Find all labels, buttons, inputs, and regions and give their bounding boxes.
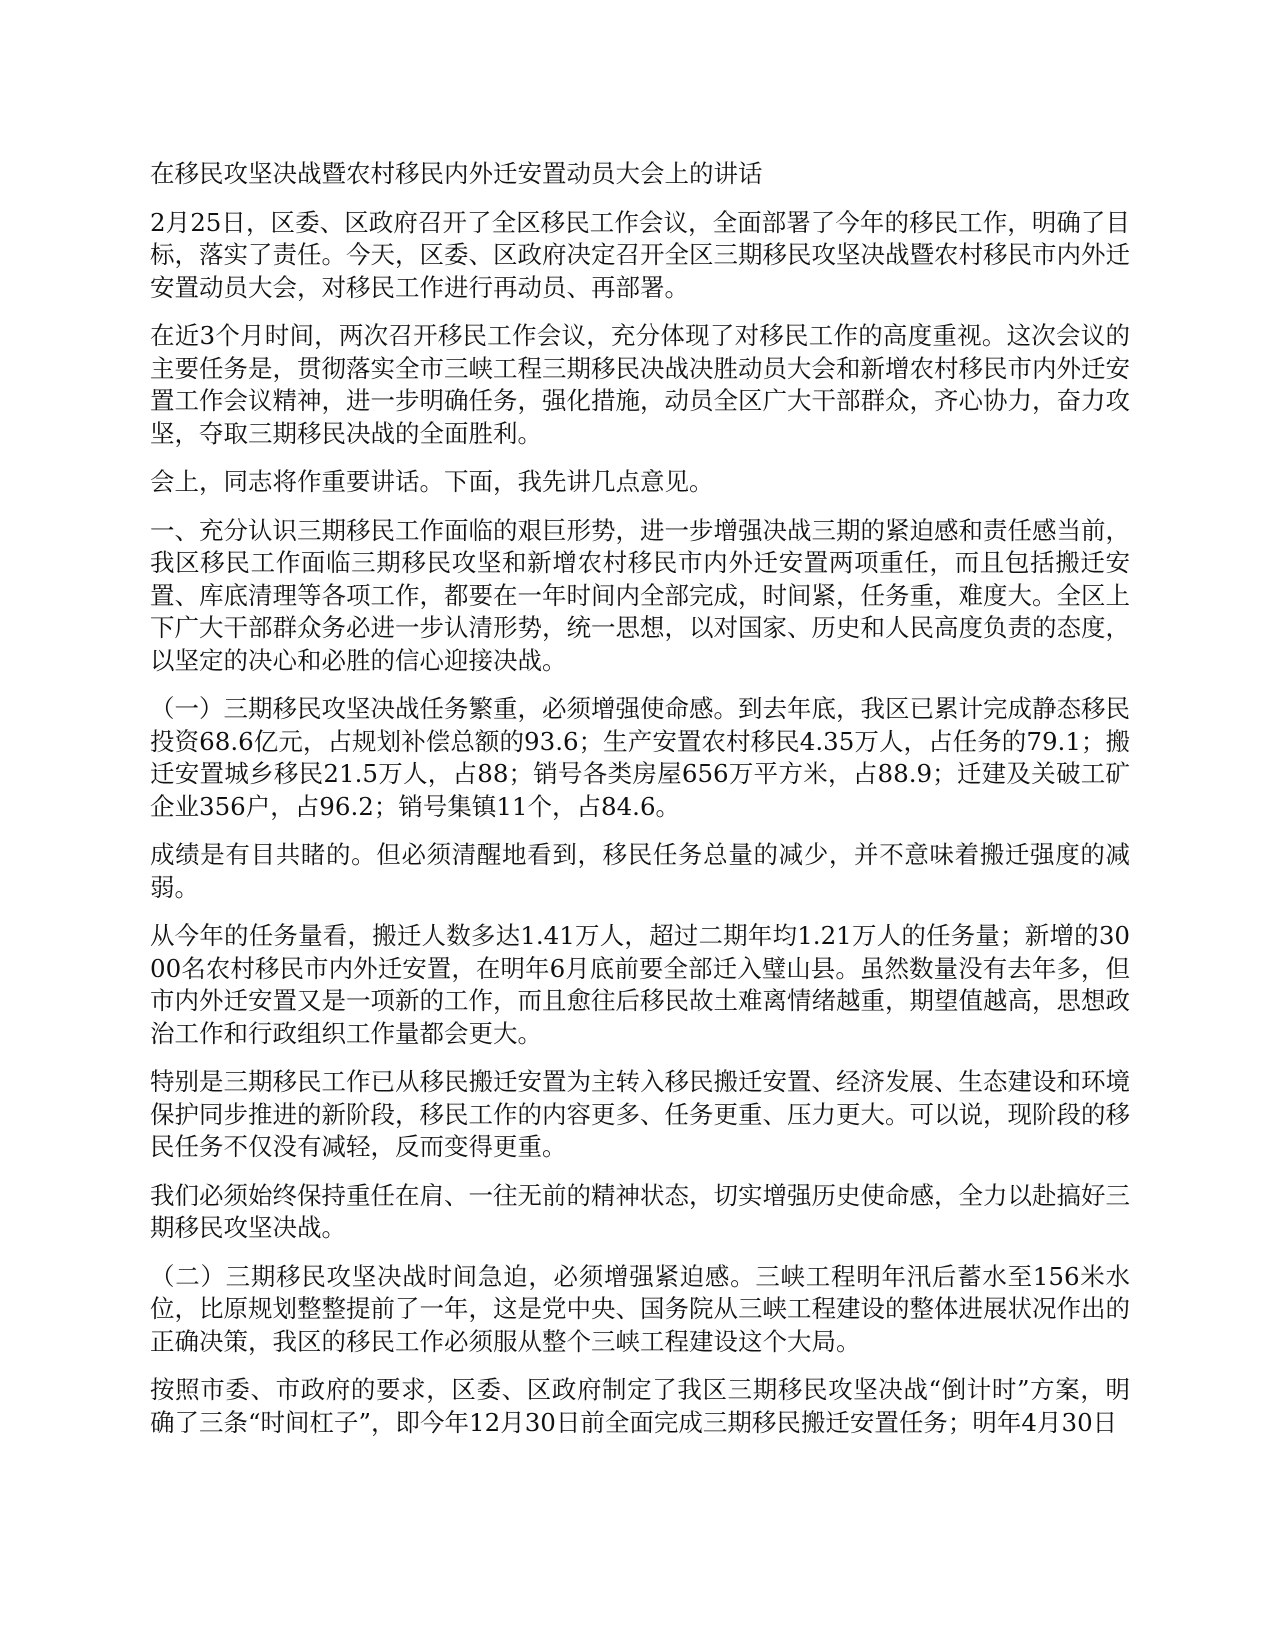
paragraph-8: 特别是三期移民工作已从移民搬迁安置为主转入移民搬迁安置、经济发展、生态建设和环境保护同步推进的新阶段，移民工作的内容更多、任务更重、压力更大。可以说，现阶段的移民任务不仅没有减轻，反而变得更重。: [150, 1067, 1130, 1161]
paragraph-10: （二）三期移民攻坚决战时间急迫，必须增强紧迫感。三峡工程明年汛后蓄水至156米水位，比原规划整整提前了一年，这是党中央、国务院从三峡工程建设的整体进展状况作出的正确决策，我区的移民工作必须服从整个三峡工程建设这个大局。: [150, 1261, 1130, 1356]
paragraph-7: 从今年的任务量看，搬迁人数多达1.41万人，超过二期年均1.21万人的任务量；新增的3000名农村移民市内外迁安置，在明年6月底前要全部迁入璧山县。虽然数量没有去年多，但市内外迁安置又是一项新的工作，而且愈往后移民故土难离情绪越重，期望值越高，思想政治工作和行政组织工作量都会更大。: [150, 921, 1130, 1048]
document-title: 在移民攻坚决战暨农村移民内外迁安置动员大会上的讲话: [150, 159, 763, 188]
paragraph-9: 我们必须始终保持重任在肩、一往无前的精神状态，切实增强历史使命感，全力以赴搞好三期移民攻坚决战。: [150, 1180, 1130, 1242]
paragraph-11: 按照市委、市政府的要求，区委、区政府制定了我区三期移民攻坚决战“倒计时”方案，明确了三条“时间杠子”，即今年12月30日前全面完成三期移民搬迁安置任务；明年4月30日: [150, 1375, 1130, 1437]
paragraph-3: 会上，同志将作重要讲话。下面，我先讲几点意见。: [150, 467, 714, 496]
paragraph-4: 一、充分认识三期移民工作面临的艰巨形势，进一步增强决战三期的紧迫感和责任感当前，我区移民工作面临三期移民攻坚和新增农村移民市内外迁安置两项重任，而且包括搬迁安置、库底清理等各项工作，都要在一年时间内全部完成，时间紧，任务重，难度大。全区上下广大干部群众务必进一步认清形势，统一思想，以对国家、历史和人民高度负责的态度，以坚定的决心和必胜的信心迎接决战。: [150, 515, 1130, 675]
paragraph-2: 在近3个月时间，两次召开移民工作会议，充分体现了对移民工作的高度重视。这次会议的主要任务是，贯彻落实全市三峡工程三期移民决战决胜动员大会和新增农村移民市内外迁安置工作会议精神，进一步明确任务，强化措施，动员全区广大干部群众，齐心协力，奋力攻坚，夺取三期移民决战的全面胜利。: [150, 321, 1130, 448]
paragraph-5: （一）三期移民攻坚决战任务繁重，必须增强使命感。到去年底，我区已累计完成静态移民投资68.6亿元，占规划补偿总额的93.6；生产安置农村移民4.35万人，占任务的79.1；搬迁安置城乡移民21.5万人，占88；销号各类房屋656万平方米，占88.9；迁建及关破工矿企业356户，占96.2；销号集镇11个，占84.6。: [150, 694, 1130, 821]
paragraph-6: 成绩是有目共睹的。但必须清醒地看到，移民任务总量的减少，并不意味着搬迁强度的减弱。: [150, 840, 1130, 902]
paragraph-1: 2月25日，区委、区政府召开了全区移民工作会议，全面部署了今年的移民工作，明确了目标，落实了责任。今天，区委、区政府决定召开全区三期移民攻坚决战暨农村移民市内外迁安置动员大会，对移民工作进行再动员、再部署。: [150, 207, 1130, 302]
document-page: [150, 158, 1130, 1455]
